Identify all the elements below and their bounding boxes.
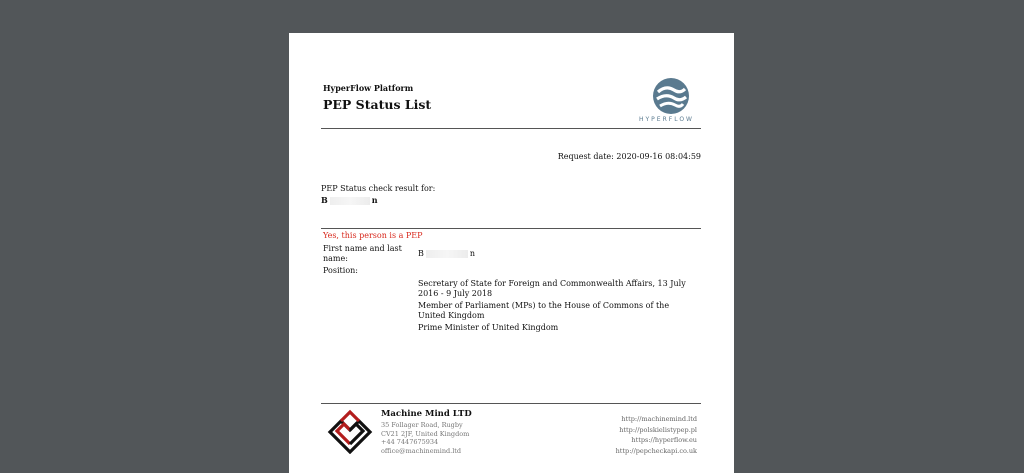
document-title: PEP Status List xyxy=(323,97,432,112)
logo-wordmark: HYPERFLOW xyxy=(639,116,694,123)
header-divider xyxy=(321,128,701,129)
redacted-block xyxy=(426,250,468,258)
position-item: Secretary of State for Foreign and Commonwealth Affairs, 13 July 2016 - 9 July 2018 xyxy=(418,279,686,298)
result-divider xyxy=(321,228,701,229)
hyperflow-logo-icon xyxy=(650,75,692,117)
position-item: Member of Parliament (MPs) to the House of Commons of the United Kingdom xyxy=(418,301,670,320)
name-field-value xyxy=(418,249,698,259)
name-ending: n xyxy=(469,249,476,258)
footer-link[interactable]: https://hyperflow.eu xyxy=(631,436,697,444)
request-date: Request date: 2020-09-16 08:04:59 xyxy=(557,152,701,161)
footer-link[interactable]: http://polskielistypep.pl xyxy=(619,425,697,434)
name-field-label: First name and last name: xyxy=(323,244,402,263)
footer-divider xyxy=(321,403,701,404)
checked-person-name xyxy=(321,195,378,205)
machine-mind-logo-icon xyxy=(327,408,373,454)
address-line: CV21 2JF, United Kingdom xyxy=(381,429,470,438)
name-initial: B xyxy=(418,249,424,258)
footer-links xyxy=(616,414,697,456)
company-address xyxy=(381,421,469,455)
document-page xyxy=(289,33,734,473)
pep-status-result: Yes, this person is a PEP xyxy=(323,231,423,240)
email-address: office@machinemind.ltd xyxy=(381,446,462,455)
name-initial: B xyxy=(321,195,328,205)
phone-number: +44 7447675934 xyxy=(381,438,439,446)
check-result-label: PEP Status check result for: xyxy=(321,184,436,193)
position-item: Prime Minister of United Kingdom xyxy=(418,323,559,332)
footer-link[interactable]: http://pepcheckapi.co.uk xyxy=(615,446,697,455)
company-name: Machine Mind LTD xyxy=(381,409,472,419)
redacted-block xyxy=(330,197,370,205)
position-label: Position: xyxy=(323,266,358,275)
platform-name: HyperFlow Platform xyxy=(323,83,414,93)
footer-link[interactable]: http://machinemind.ltd xyxy=(621,415,697,423)
positions-list xyxy=(418,279,698,335)
address-line: 35 Follager Road, Rugby xyxy=(381,421,463,429)
name-ending: n xyxy=(371,195,378,205)
